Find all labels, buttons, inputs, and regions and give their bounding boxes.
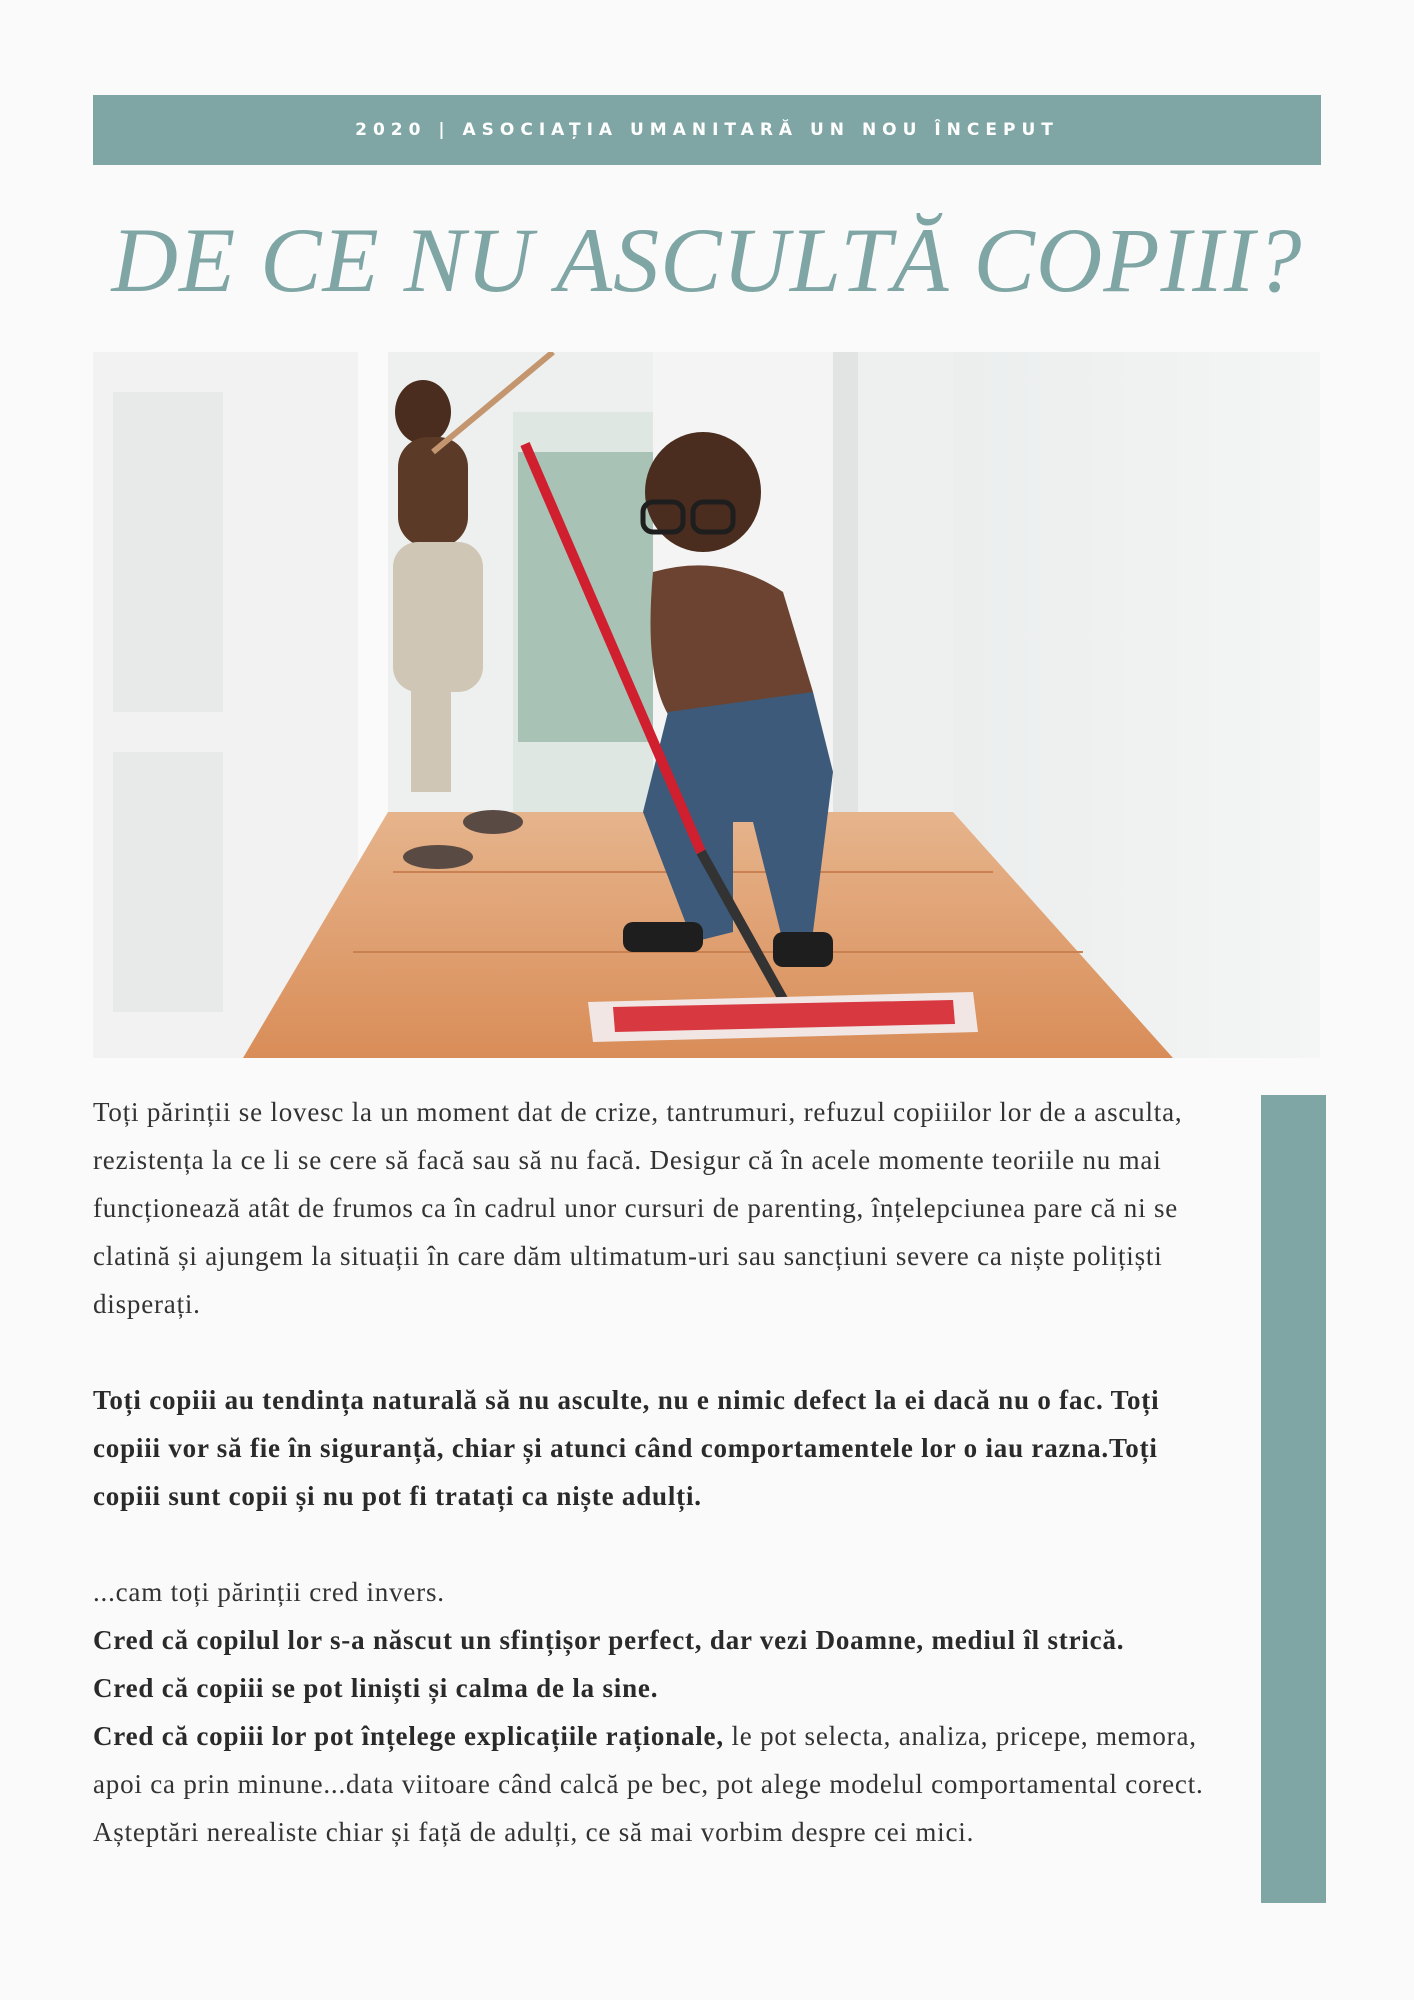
paragraph-intro: Toți părinții se lovesc la un moment dat de crize, tantrumuri, refuzul copiiilor lor de a asculta, rezistența la ce li se cere să facă sau să nu facă. Desigur că în acele momente teoriile nu mai funcționează atât de frumos ca în cadrul unor cursuri de parenting, înțelepciunea pare că ni se clatină și ajungem la situații în care dăm ultimatum-uri sau sancțiuni severe ca niște polițiști disperați.: [93, 1097, 1183, 1319]
header-banner: [93, 95, 1321, 165]
hero-photo: [93, 352, 1320, 1058]
paragraph-intro-line: ...cam toți părinții cred invers.: [93, 1577, 445, 1607]
belief-line-2: Cred că copiii se pot liniști și calma de la sine.: [93, 1673, 659, 1703]
belief-line-3: Cred că copiii lor pot înțelege explicațiile raționale, le pot selecta, analiza, pricepe, memora, apoi ca prin minune...data viitoare când calcă pe bec, pot alege modelul comportamental corect.: [93, 1721, 1204, 1799]
bold-statement: Toți copiii au tendința naturală să nu asculte, nu e nimic defect la ei dacă nu o fac. Toți copiii vor să fie în siguranță, chiar și atunci când comportamentele lor o iau razna.Toți copiii sunt copii și nu pot fi tratați ca niște adulți.: [93, 1385, 1160, 1511]
banner-text: 2020 | ASOCIAȚIA UMANITARĂ UN NOU ÎNCEPUT: [355, 120, 1059, 140]
closing-line: Așteptări nerealiste chiar și față de adulți, ce să mai vorbim despre cei mici.: [93, 1817, 975, 1847]
page-title: DE CE NU ASCULTĂ COPIII?: [111, 209, 1303, 311]
paragraph-key-points: [93, 1376, 1233, 1520]
article-body: [93, 1088, 1233, 1856]
photo-icon: [93, 352, 1320, 1058]
belief-line-1: Cred că copilul lor s-a născut un sfințișor perfect, dar vezi Doamne, mediul îl strică.: [93, 1625, 1125, 1655]
accent-bar: [1261, 1095, 1326, 1903]
